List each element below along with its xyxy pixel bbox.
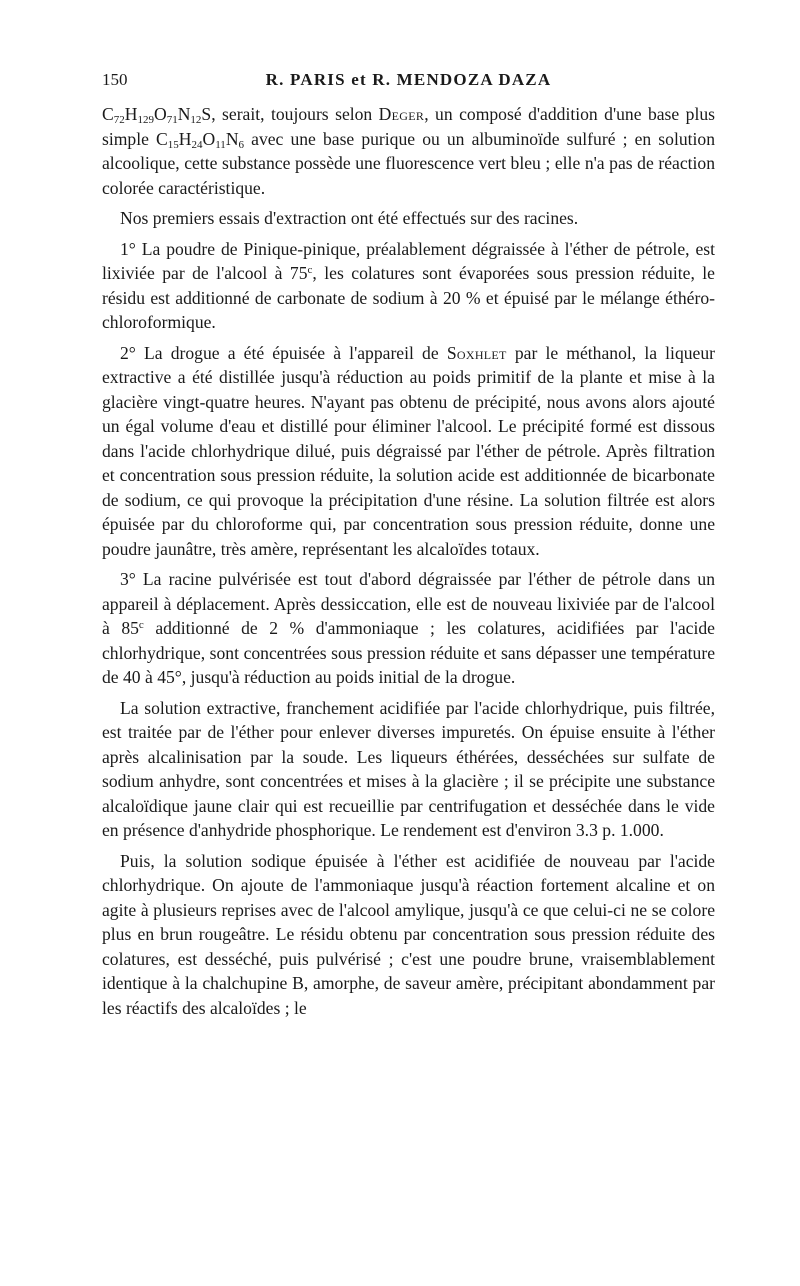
paragraph: Nos premiers essais d'extraction ont été effectués sur des racines. xyxy=(120,208,579,228)
body-text xyxy=(102,102,715,1026)
paragraph: 2° La drogue a été épuisée à l'appareil de Soxhlet par le méthanol, la liqueur extractive a été distillée jusqu'à réduction au poids primitif de la plante et mise à la glacière vingt-quatre heures. N'ayant pas obtenu de précipité, nous avons alors ajouté un égal volume d'eau et distillé pour éliminer l'alcool. Le précipité formé est dissous dans l'acide chlorhydrique dilué, puis dégraissé par l'éther de pétrole. Après filtration et concentration sous pression réduite, la solution acide est additionnée de bicarbonate de sodium, ce qui provoque la précipitation d'une résine. La solution filtrée est alors épuisée par du chloroforme qui, par concentration sous pression réduite, donne une poudre jaunâtre, très amère, représentant les alcaloïdes totaux. xyxy=(102,342,716,559)
paragraph: 1° La poudre de Pinique-pinique, préalablement dégraissée à l'éther de pétrole, est lixiviée par de l'alcool à 75$^c$, les colatures sont évaporées sous pression réduite, le résidu est additionné de carbonate de sodium à 20 % et épuisé par le mélange éthéro-chloroformique. xyxy=(102,238,715,332)
author-name: Soxhlet xyxy=(446,342,507,363)
paragraph: $C_{72}H_{129}O_{71}N_{12}S$, serait, toujours selon Deger, un composé d'addition d'une base plus simple $C_{15}H_{24}O_{11}N_6$ avec une base purique ou un albuminoïde sulfuré ; en solution alcoolique, cette substance possède une fluorescence vert bleu ; elle n'a pas de réaction colorée caractéristique. xyxy=(102,104,716,198)
author-name: Deger xyxy=(378,104,425,124)
paragraph: 3° La racine pulvérisée est tout d'abord dégraissée par l'éther de pétrole dans un appareil à déplacement. Après dessiccation, elle est de nouveau lixiviée par de l'alcool à 85$^c$ additionné de 2 % d'ammoniaque ; les colatures, acidifiées par l'acide chlorhydrique, sont concentrées sous pression réduite et sans dépasser une température de 40 à 45°, jusqu'à réduction au poids initial de la drogue. xyxy=(102,569,715,687)
page-number: 150 xyxy=(102,70,128,89)
paragraph: Puis, la solution sodique épuisée à l'éther est acidifiée de nouveau par l'acide chlorhydrique. On ajoute de l'ammoniaque jusqu'à réaction fortement alcaline et on agite à plusieurs reprises avec de l'alcool amylique, jusqu'à ce que celui-ci ne se colore plus en brun rougeâtre. Le résidu obtenu par concentration sous pression réduite des colatures, est desséché, puis pulvérisé ; c'est une poudre brune, vraisemblablement identique à la chalchupine B, amorphe, de saveur amère, précipitant abondamment par les réactifs des alcaloïdes ; le xyxy=(102,850,715,1018)
page-header xyxy=(102,70,715,96)
paragraph: La solution extractive, franchement acidifiée par l'acide chlorhydrique, puis filtrée, est traitée par de l'éther pour enlever diverses impuretés. On épuise ensuite à l'éther après alcalinisation par la soude. Les liqueurs éthérées, desséchées sur sulfate de sodium anhydre, sont concentrées et mises à la glacière ; il se précipite une substance alcaloïdique jaune clair qui est recueillie par centrifugation et desséchée dans le vide en présence d'anhydride phosphorique. Le rendement est d'environ 3.3 p. 1.000. xyxy=(102,697,715,840)
running-head: R. PARIS et R. MENDOZA DAZA xyxy=(265,70,552,89)
